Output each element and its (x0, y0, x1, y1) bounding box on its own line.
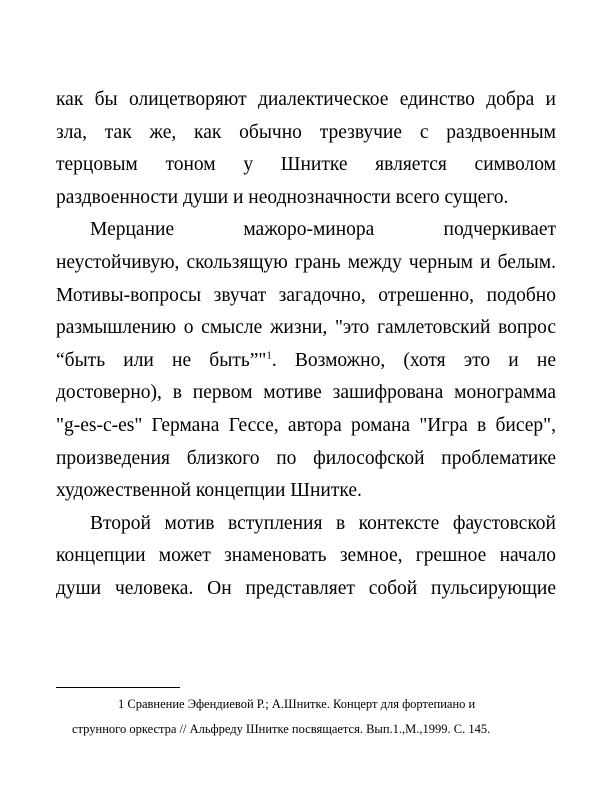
text-line: достоверно), в первом мотиве зашифрована монограмма (56, 382, 556, 404)
text-line: Мотивы-вопросы звучат загадочно, отрешенно, подобно (56, 284, 556, 306)
text-line: "g-es-c-es" Германа Гессе, автора романа "Игра в бисер", (56, 414, 556, 436)
text-line: произведения близкого по философской проблематике (56, 447, 556, 469)
footnote-line: струнного оркестра // Альфреду Шнитке посвящается. Вып.1.,М.,1999. С. 145. (72, 722, 491, 736)
text-line: зла, так же, как обычно трезвучие с раздвоенным (56, 121, 556, 143)
text-line: неустойчивую, скользящую грань между черным и белым. (56, 251, 556, 273)
text-segment: . Возможно, (хотя это и не (271, 349, 556, 371)
text-segment: “быть или не быть”" (56, 349, 267, 371)
footnote-divider (56, 687, 180, 688)
text-line: терцовым тоном у Шнитке является символом (56, 154, 556, 176)
footnote (56, 692, 556, 742)
text-line: как бы олицетворяют диалектическое единство добра и (56, 89, 556, 110)
text-line: души человека. Он представляет собой пульсирующие (56, 577, 556, 599)
text-line: раздвоенности души и неоднозначности всего сущего. (56, 186, 509, 208)
footnote-marker: 1 (266, 349, 272, 362)
footnote-line: 1 Сравнение Эфендиевой Р.; А.Шнитке. Концерт для фортепиано и (118, 697, 476, 711)
text-line: концепции может знаменовать земное, грешное начало (56, 545, 556, 567)
text-line: размышлению о смысле жизни, "это гамлетовский вопрос (56, 317, 556, 339)
text-line: Второй мотив вступления в контексте фаустовской (90, 512, 556, 534)
body-text (56, 84, 556, 606)
text-line-with-footnote (56, 345, 556, 378)
text-line: художественной концепции Шнитке. (56, 480, 362, 502)
text-line: Мерцание мажоро-минора подчеркивает (90, 219, 556, 241)
